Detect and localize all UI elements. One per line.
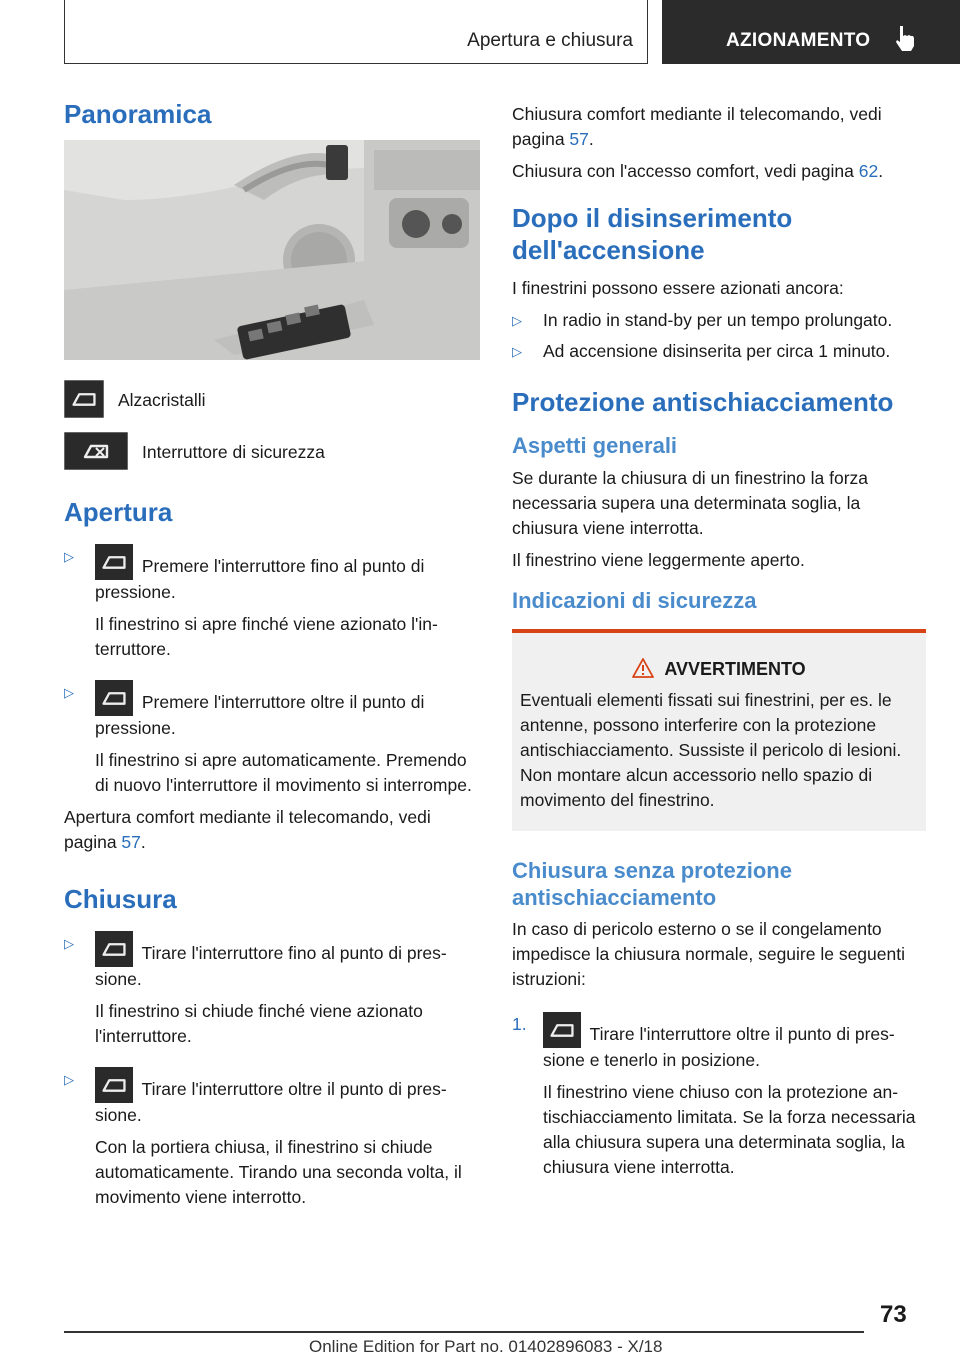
triangle-bullet-icon: ▷ xyxy=(512,313,522,328)
no-protection-intro: In caso di pericolo esterno o se il congelamento impedisce la chiusura normale, seguire le seguenti istruzioni: xyxy=(512,919,905,989)
left-column xyxy=(64,98,484,1217)
page-link[interactable]: 57 xyxy=(121,832,141,852)
hand-pointer-icon xyxy=(894,24,916,52)
list-item xyxy=(64,680,484,798)
opening-heading: Apertura xyxy=(64,497,173,527)
page-link[interactable]: 62 xyxy=(858,161,879,181)
comfort-access-text: Chiusura con l'accesso comfort, vedi pagina 62. xyxy=(512,161,884,181)
list-item xyxy=(512,308,926,333)
legend-label: Alzacristalli xyxy=(118,390,206,410)
general-paragraph: Se durante la chiusura di un finestrino la forza necessaria supera una determinata soglia, la chiusura viene interrotta. xyxy=(512,468,869,538)
list-item-text: In radio in stand-by per un tempo prolungato. xyxy=(543,310,893,330)
list-item-text: Premere l'interruttore oltre il punto di pressione. xyxy=(95,692,425,738)
list-item-sub: Il finestrino si chiude finché viene azionato l'interruttore. xyxy=(95,1001,423,1046)
window-switch-icon xyxy=(64,380,104,418)
section-title: Apertura e chiusura xyxy=(467,30,633,51)
no-protection-heading: Chiusura senza protezione antischiacciamento xyxy=(512,858,792,910)
edition-text: Online Edition for Part no. 01402896083 - X/18 xyxy=(309,1337,663,1356)
comfort-close-text: Chiusura comfort mediante il telecomando, vedi pagina 57. xyxy=(512,104,882,149)
list-item-sub: Il finestrino si apre automaticamente. Premendo di nuovo l'interruttore il movimento si interrompe. xyxy=(95,750,472,795)
list-item xyxy=(64,931,484,1049)
triangle-bullet-icon: ▷ xyxy=(64,685,74,700)
warning-box xyxy=(512,629,926,831)
header-section-box xyxy=(64,0,648,64)
safety-switch-icon xyxy=(64,432,128,470)
window-switch-icon xyxy=(543,1012,581,1048)
step-text: Tirare l'interruttore oltre il punto di pressione e tenerlo in posizione. xyxy=(543,1024,895,1070)
window-switch-icon xyxy=(95,544,133,580)
warning-title: AVVERTIMENTO xyxy=(520,657,918,682)
triangle-bullet-icon: ▷ xyxy=(64,549,74,564)
general-paragraph: Il finestrino viene leggermente aperto. xyxy=(512,550,805,570)
footer-divider xyxy=(64,1331,864,1333)
list-item-text: Premere l'interruttore fino al punto di pressione. xyxy=(95,556,425,602)
list-item-text: Tirare l'interruttore fino al punto di pressione. xyxy=(95,943,447,989)
door-panel-photo xyxy=(64,140,480,360)
general-heading: Aspetti generali xyxy=(512,433,678,458)
legend-row xyxy=(64,380,484,418)
window-switch-icon xyxy=(95,1067,133,1103)
closing-heading: Chiusura xyxy=(64,884,177,914)
window-switch-icon xyxy=(95,931,133,967)
comfort-open-text: Apertura comfort mediante il telecomando, vedi pagina 57. xyxy=(64,807,431,852)
chapter-title: AZIONAMENTO xyxy=(726,30,871,51)
triangle-bullet-icon: ▷ xyxy=(64,1072,74,1087)
legend-row xyxy=(64,432,484,470)
safety-heading: Indicazioni di sicurezza xyxy=(512,588,757,613)
page-link[interactable]: 57 xyxy=(569,129,589,149)
step-sub: Il finestrino viene chiuso con la protezione antischiacciamento limitata. Se la forza necessaria alla chiusura supera una determinata soglia, la chiusura viene interrotta. xyxy=(543,1082,916,1177)
list-item-sub: Il finestrino si apre finché viene azionato l'interruttore. xyxy=(95,614,438,659)
list-item xyxy=(64,1067,484,1210)
page-number: 73 xyxy=(880,1301,907,1328)
after-ignition-heading: Dopo il disinserimento dell'accensione xyxy=(512,203,793,265)
list-item xyxy=(512,339,926,364)
step-number: 1. xyxy=(512,1014,527,1034)
warning-text: Eventuali elementi fissati sui finestrini, per es. le antenne, possono interferire con la protezione antischiacciamento. Sussiste il pericolo di lesioni. Non montare alcun accessorio nello spazio di movimento del finestrino. xyxy=(520,690,902,810)
window-switch-icon xyxy=(95,680,133,716)
legend-label: Interruttore di sicurezza xyxy=(142,442,325,462)
triangle-bullet-icon: ▷ xyxy=(64,936,74,951)
protection-heading: Protezione antischiacciamento xyxy=(512,387,894,417)
list-item xyxy=(64,544,484,662)
overview-heading: Panoramica xyxy=(64,99,212,129)
step-item xyxy=(512,1012,926,1180)
triangle-bullet-icon: ▷ xyxy=(512,344,522,359)
warning-triangle-icon xyxy=(632,658,654,678)
right-column xyxy=(512,102,926,1187)
header-chapter-tab xyxy=(662,0,960,64)
after-intro: I finestrini possono essere azionati ancora: xyxy=(512,278,844,298)
list-item-sub: Con la portiera chiusa, il finestrino si chiude automaticamente. Tirando una seconda volta, il movimento viene interrotto. xyxy=(95,1137,462,1207)
list-item-text: Ad accensione disinserita per circa 1 minuto. xyxy=(543,341,891,361)
list-item-text: Tirare l'interruttore oltre il punto di pressione. xyxy=(95,1079,447,1125)
